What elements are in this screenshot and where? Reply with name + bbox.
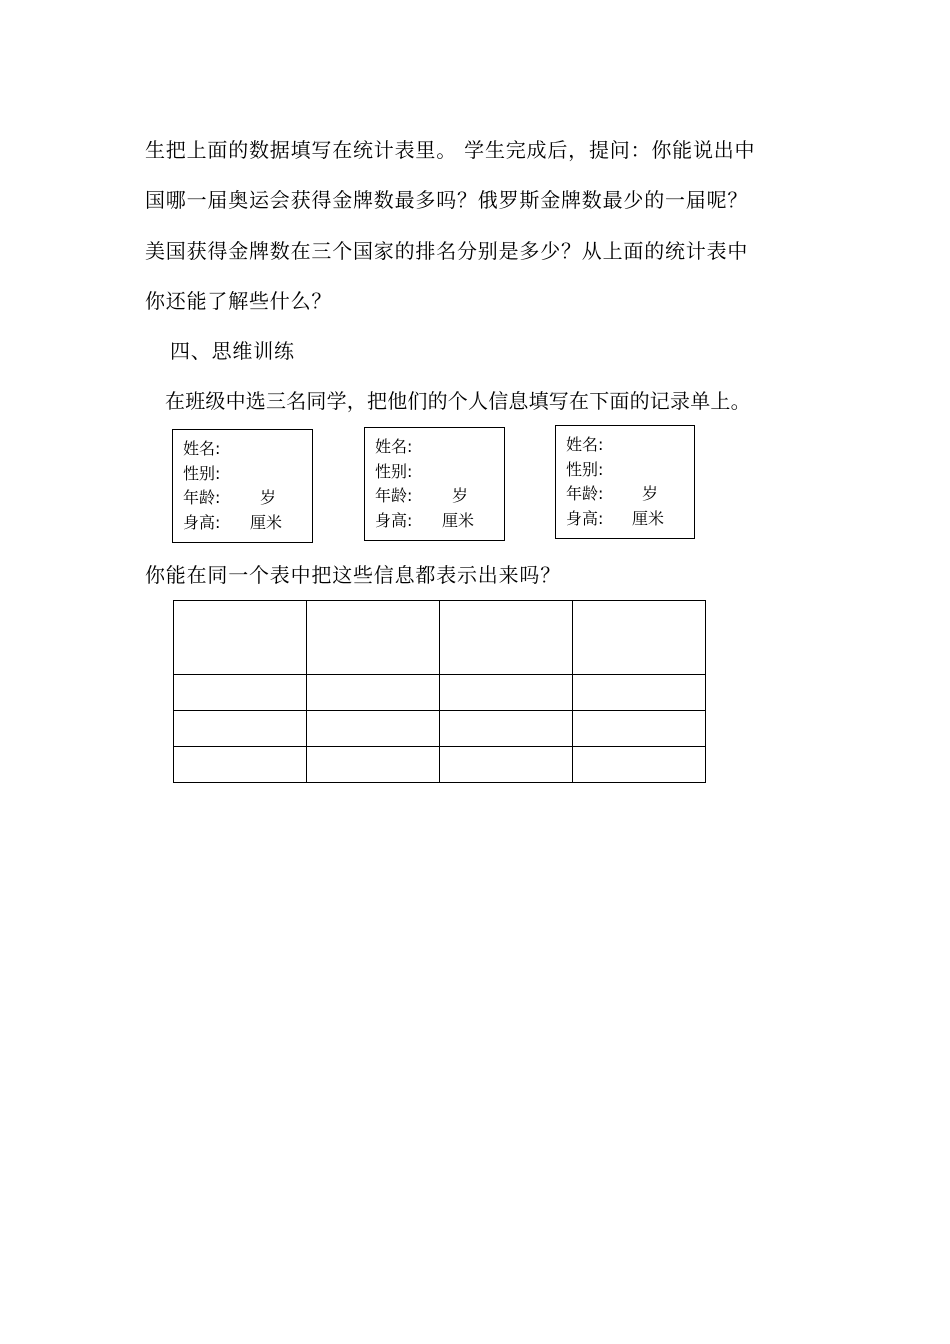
table-cell: [573, 675, 706, 711]
gender-label: 性别:: [183, 463, 221, 483]
gender-label: 性别:: [375, 461, 413, 481]
table-cell: [307, 601, 440, 675]
table-cell: [174, 601, 307, 675]
paragraph-line-4: 你还能了解些什么？: [145, 289, 333, 313]
blank-info-table: [173, 600, 706, 783]
table-cell: [307, 711, 440, 747]
age-unit: 岁: [452, 486, 469, 505]
table-cell: [440, 711, 573, 747]
paragraph-line-1: 生把上面的数据填写在统计表里。 学生完成后，提问：你能说出中: [145, 138, 756, 162]
instruction-text: 在班级中选三名同学，把他们的个人信息填写在下面的记录单上。: [165, 389, 751, 413]
table-row: [174, 711, 706, 747]
paragraph-line-2: 国哪一届奥运会获得金牌数最多吗？俄罗斯金牌数最少的一届呢？: [145, 188, 749, 212]
table-cell: [440, 675, 573, 711]
record-card-1: [172, 429, 313, 543]
age-label: 年龄:: [183, 488, 221, 507]
gender-label: 性别:: [566, 459, 604, 479]
record-card-2: [364, 427, 505, 541]
table-cell: [440, 601, 573, 675]
table-cell: [174, 675, 307, 711]
height-label: 身高:: [375, 510, 413, 530]
table-cell: [573, 747, 706, 783]
age-label: 年龄:: [566, 484, 604, 503]
table-cell: [573, 601, 706, 675]
name-label: 姓名:: [375, 437, 413, 456]
question-text: 你能在同一个表中把这些信息都表示出来吗？: [145, 563, 561, 587]
age-unit: 岁: [260, 488, 277, 507]
table-row: [174, 675, 706, 711]
paragraph-line-3: 美国获得金牌数在三个国家的排名分别是多少？从上面的统计表中: [145, 239, 749, 263]
name-label: 姓名:: [183, 439, 221, 458]
height-label: 身高:: [183, 512, 221, 532]
table-cell: [573, 711, 706, 747]
table-cell: [307, 675, 440, 711]
height-label: 身高:: [566, 508, 604, 528]
table-cell: [174, 747, 307, 783]
section-heading: 四、思维训练: [170, 339, 295, 363]
table-cell: [307, 747, 440, 783]
height-unit: 厘米: [442, 510, 475, 530]
height-unit: 厘米: [250, 512, 283, 532]
age-label: 年龄:: [375, 486, 413, 505]
height-unit: 厘米: [632, 508, 665, 528]
table-cell: [440, 747, 573, 783]
record-card-3: [555, 425, 695, 539]
table-row: [174, 747, 706, 783]
age-unit: 岁: [642, 484, 659, 503]
table-header-row: [174, 601, 706, 675]
name-label: 姓名:: [566, 435, 604, 454]
table-cell: [174, 711, 307, 747]
